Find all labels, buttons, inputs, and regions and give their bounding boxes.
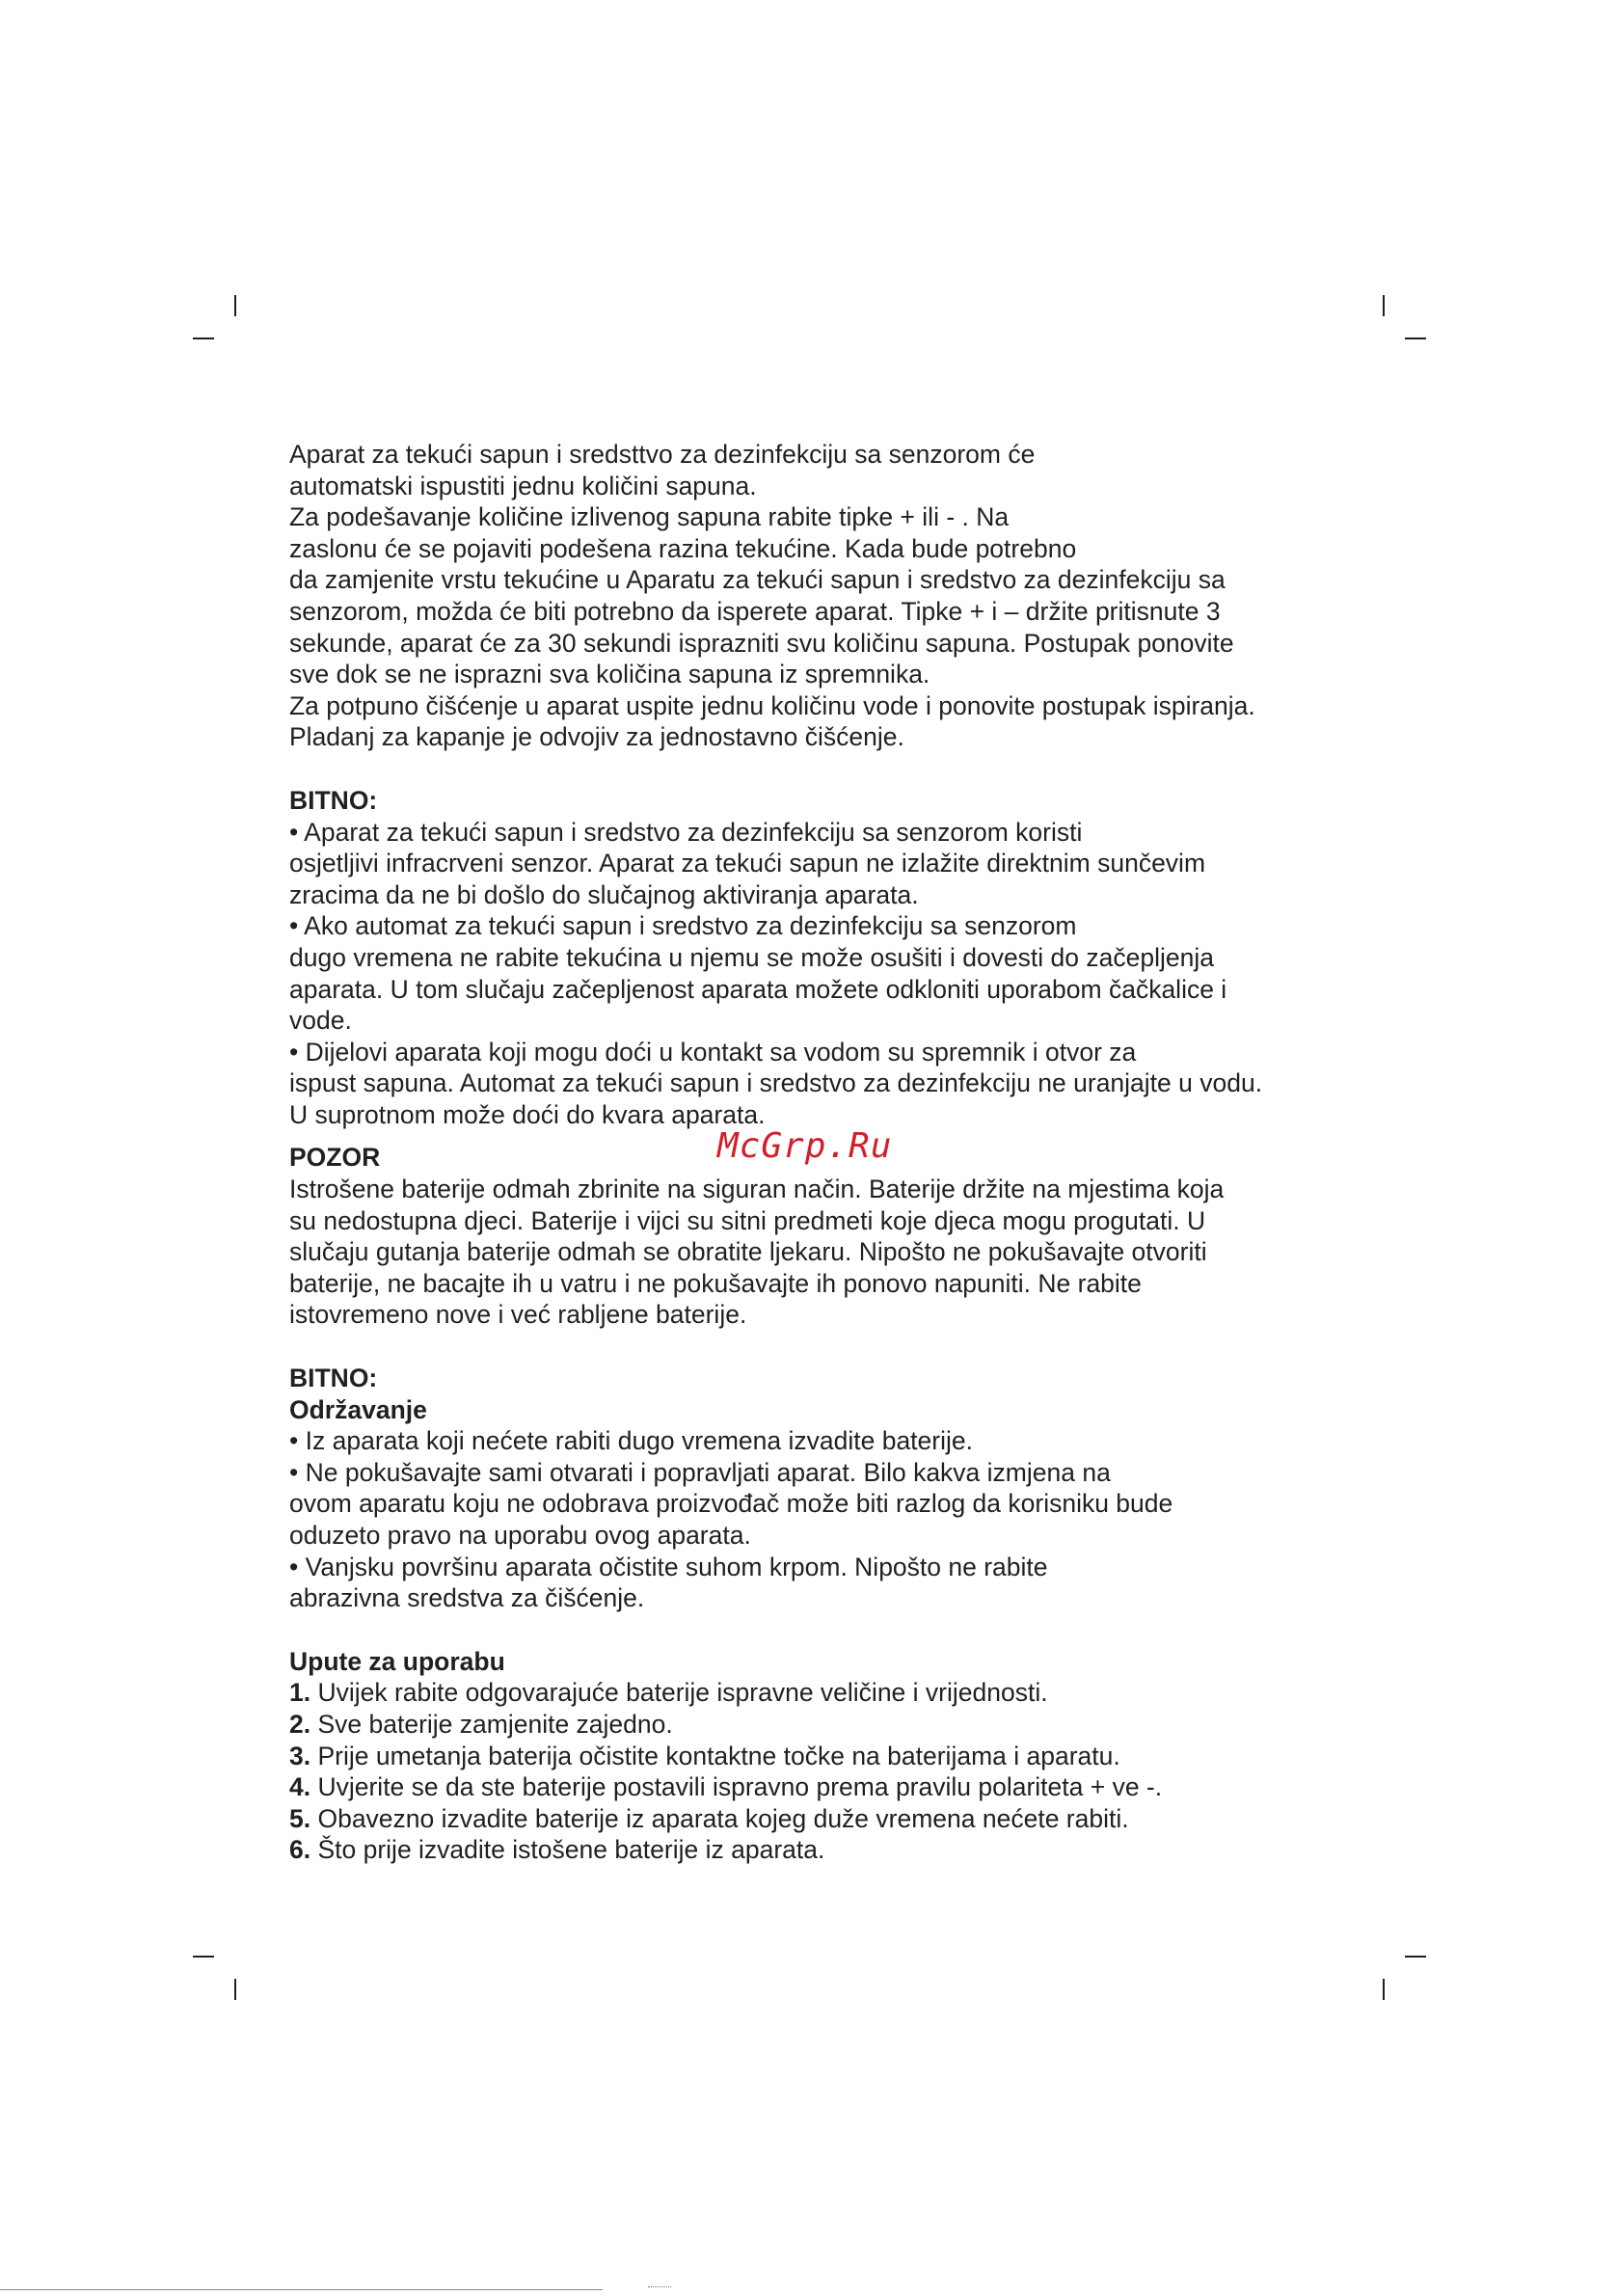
text-line: dugo vremena ne rabite tekućina u njemu se može osušiti i dovesti do začepljenja — [289, 942, 1214, 972]
text-line: Za potpuno čišćenje u aparat uspite jednu količinu vode i ponovite postupak ispiranja. — [289, 690, 1255, 720]
item-text: Što prije izvadite istošene baterije iz aparata. — [310, 1835, 825, 1865]
list-item — [289, 1771, 1331, 1803]
text-line: zaslonu će se pojaviti podešena razina tekućine. Kada bude potrebno — [289, 533, 1077, 563]
section-heading: POZOR — [289, 1143, 381, 1173]
section-subheading: Održavanje — [289, 1394, 427, 1424]
text-line: oduzeto pravo na uporabu ovog aparata. — [289, 1521, 751, 1550]
text-line: Pladanj za kapanje je odvojiv za jednostavno čišćenje. — [289, 722, 904, 752]
text-line: ispust sapuna. Automat za tekući sapun i sredstvo za dezinfekciju ne uranjajte u vodu. — [289, 1068, 1263, 1098]
item-text: Uvjerite se da ste baterije postavili ispravno prema pravilu polariteta + ve -. — [310, 1772, 1163, 1802]
text-line: su nedostupna djeci. Baterije i vijci su sitni predmeti koje djeca mogu progutati. U — [289, 1205, 1206, 1235]
crop-mark-bottom-left-horizontal — [193, 1956, 214, 1958]
watermark-text: McGrp.Ru — [717, 1126, 893, 1166]
text-line: • Ne pokušavajte sami otvarati i popravljati aparat. Bilo kakva izmjena na — [289, 1457, 1111, 1487]
text-line: zracima da ne bi došlo do slučajnog aktiviranja aparata. — [289, 879, 919, 909]
odrzavanje-section — [289, 1363, 1331, 1614]
text-line: osjetljivi infracrveni senzor. Aparat za tekući sapun ne izlažite direktnim sunčevim — [289, 849, 1206, 878]
text-line: vode. — [289, 1006, 352, 1036]
crop-mark-top-left-horizontal — [193, 338, 214, 339]
crop-mark-bottom-left-vertical — [234, 1979, 236, 2000]
text-line: • Vanjsku površinu aparata očistite suhom krpom. Nipošto ne rabite — [289, 1552, 1048, 1581]
text-line: baterije, ne bacajte ih u vatru i ne pokušavajte ih ponovo napuniti. Ne rabite — [289, 1268, 1142, 1298]
text-line: • Ako automat za tekući sapun i sredstvo za dezinfekciju sa senzorom — [289, 911, 1077, 941]
section-heading: Upute za uporabu — [289, 1646, 505, 1676]
footer-dots — [648, 2286, 671, 2290]
crop-mark-top-left-vertical — [234, 295, 236, 316]
text-line: slučaju gutanja baterije odmah se obratite ljekaru. Nipošto ne pokušavajte otvoriti — [289, 1237, 1207, 1267]
crop-mark-top-right-horizontal — [1405, 338, 1426, 339]
text-line: istovremeno nove i već rabljene baterije. — [289, 1300, 747, 1330]
list-item — [289, 1709, 1331, 1741]
item-text: Prije umetanja baterija očistite kontaktne točke na baterijama i aparatu. — [310, 1741, 1120, 1770]
text-line: abrazivna sredstva za čišćenje. — [289, 1583, 645, 1613]
text-line: • Dijelovi aparata koji mogu doći u kontakt sa vodom su spremnik i otvor za — [289, 1037, 1137, 1067]
item-text: Uvijek rabite odgovarajuće baterije ispravne veličine i vrijednosti. — [310, 1678, 1048, 1708]
text-line: Za podešavanje količine izlivenog sapuna rabite tipke + ili - . Na — [289, 502, 1010, 532]
upute-section — [289, 1646, 1331, 1866]
intro-paragraph — [289, 439, 1331, 753]
item-number: 6. — [289, 1835, 311, 1865]
list-item — [289, 1834, 1331, 1866]
text-line: • Iz aparata koji nećete rabiti dugo vremena izvadite baterije. — [289, 1426, 973, 1456]
bitno-section — [289, 785, 1331, 1131]
crop-mark-top-right-vertical — [1383, 295, 1385, 316]
item-number: 1. — [289, 1678, 311, 1708]
footer-divider — [0, 2289, 603, 2290]
text-line: sve dok se ne isprazni sva količina sapuna iz spremnika. — [289, 660, 930, 689]
list-item — [289, 1741, 1331, 1772]
text-line: automatski ispustiti jednu količini sapuna. — [289, 471, 757, 500]
text-line: • Aparat za tekući sapun i sredstvo za dezinfekciju sa senzorom koristi — [289, 817, 1083, 847]
section-heading: BITNO: — [289, 785, 378, 815]
text-line: sekunde, aparat će za 30 sekundi isprazniti svu količinu sapuna. Postupak ponovite — [289, 628, 1234, 658]
item-number: 2. — [289, 1709, 311, 1739]
pozor-section — [289, 1142, 1331, 1331]
text-line: Istrošene baterije odmah zbrinite na siguran način. Baterije držite na mjestima koja — [289, 1175, 1225, 1204]
text-line: senzorom, možda će biti potrebno da isperete aparat. Tipke + i – držite pritisnute 3 — [289, 596, 1221, 626]
text-line: U suprotnom može doći do kvara aparata. — [289, 1099, 766, 1129]
section-heading: BITNO: — [289, 1364, 378, 1393]
text-line: da zamjenite vrstu tekućine u Aparatu za tekući sapun i sredstvo za dezinfekciju sa — [289, 565, 1226, 595]
list-item — [289, 1803, 1331, 1835]
item-number: 5. — [289, 1803, 311, 1833]
item-number: 3. — [289, 1741, 311, 1770]
text-line: ovom aparatu koju ne odobrava proizvođač može biti razlog da korisniku bude — [289, 1489, 1173, 1519]
item-text: Sve baterije zamjenite zajedno. — [310, 1709, 673, 1739]
text-line: aparata. U tom slučaju začepljenost aparata možete odkloniti uporabom čačkalice i — [289, 974, 1227, 1004]
text-line: Aparat za tekući sapun i sredsttvo za dezinfekciju sa senzorom će — [289, 440, 1036, 469]
list-item — [289, 1677, 1331, 1709]
crop-mark-bottom-right-vertical — [1383, 1979, 1385, 2000]
crop-mark-bottom-right-horizontal — [1405, 1956, 1426, 1958]
item-text: Obavezno izvadite baterije iz aparata kojeg duže vremena nećete rabiti. — [310, 1803, 1129, 1833]
item-number: 4. — [289, 1772, 311, 1802]
